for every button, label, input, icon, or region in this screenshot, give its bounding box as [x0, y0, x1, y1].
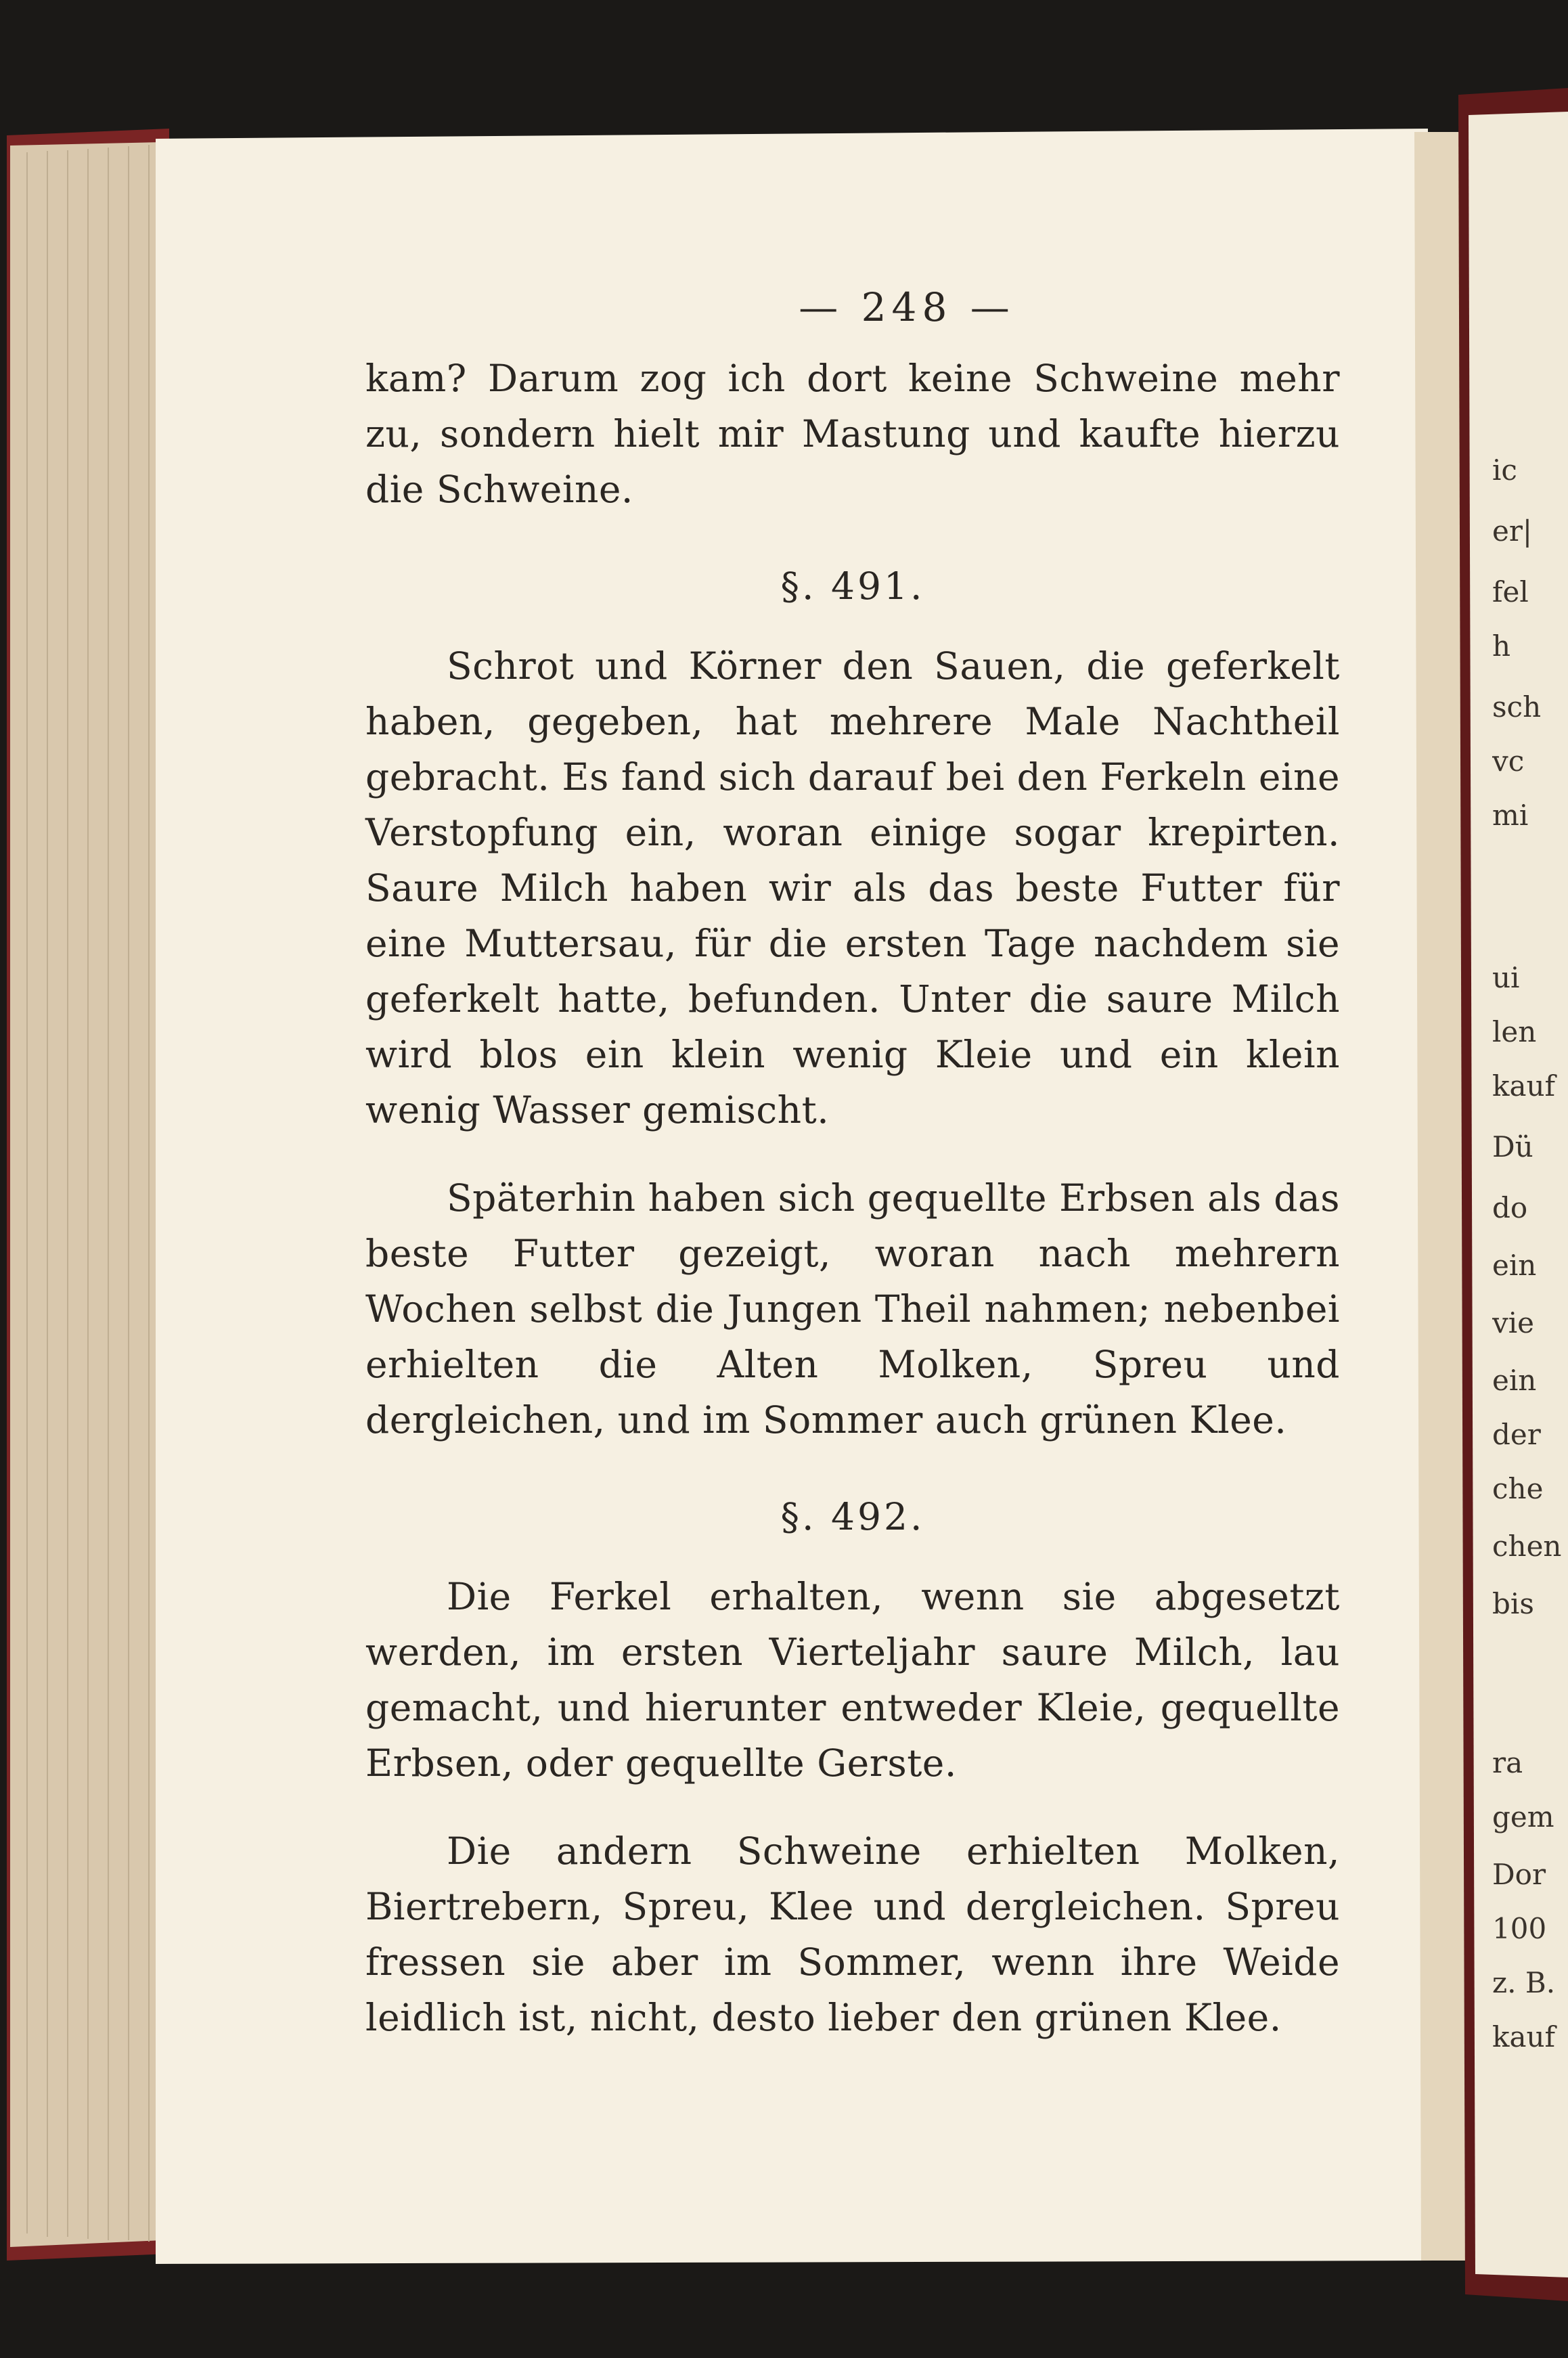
paragraph-492-1: Die Ferkel erhalten, wenn sie abgesetzt werden, im ersten Vierteljahr saure Milch, lau gemacht, und hierunter entweder Kleie, gequellte Erbsen, oder gequellte Gerste.: [365, 1575, 1340, 1785]
margin-fragment: Dü: [1492, 1130, 1533, 1163]
paragraph-491-1: Schrot und Körner den Sauen, die geferkelt haben, gegeben, hat mehrere Male Nachtheil gebracht. Es fand sich darauf bei den Ferkeln eine Verstopfung ein, woran einige sogar krepirten. Saure Milch haben wir als das beste Futter für eine Muttersau, für die ersten Tage nachdem sie geferkelt hatte, befunden. Unter die saure Milch wird blos ein klein wenig Kleie und ein klein wenig Wasser gemischt.: [365, 644, 1340, 1132]
margin-fragment: ein: [1492, 1249, 1537, 1282]
paragraph-491-2: Späterhin haben sich gequellte Erbsen als das beste Futter gezeigt, woran nach mehrern Wochen selbst die Jungen Theil nahmen; nebenbei erhielten die Alten Molken, Spreu und dergleichen, und im Sommer auch grünen Klee.: [365, 1176, 1340, 1442]
page-text-block: [365, 284, 1340, 2045]
margin-fragment: kauf: [1492, 2020, 1556, 2053]
section-heading-491: §. 491.: [780, 564, 925, 608]
margin-fragment: Dor: [1492, 1858, 1546, 1891]
margin-fragment: gem: [1492, 1800, 1554, 1833]
margin-fragment: bis: [1492, 1587, 1534, 1620]
margin-fragment: ra: [1492, 1746, 1523, 1779]
margin-fragment: vie: [1492, 1306, 1535, 1339]
margin-fragment: ic: [1492, 453, 1517, 487]
margin-fragment: sch: [1492, 690, 1542, 724]
left-page-stack: [10, 142, 162, 2247]
margin-fragment: len: [1492, 1015, 1537, 1048]
margin-fragment: mi: [1492, 799, 1529, 832]
margin-fragment: do: [1492, 1191, 1528, 1224]
section-heading-492: §. 492.: [780, 1495, 925, 1538]
margin-fragment: 100: [1492, 1912, 1547, 1945]
margin-fragment: h: [1492, 629, 1511, 663]
margin-fragment: chen: [1492, 1530, 1562, 1563]
margin-fragment: er|: [1492, 514, 1533, 548]
margin-fragment: ui: [1492, 961, 1520, 994]
margin-fragment: che: [1492, 1472, 1544, 1505]
margin-fragment: vc: [1492, 744, 1525, 778]
margin-fragment: ein: [1492, 1364, 1537, 1397]
margin-fragment: der: [1492, 1418, 1541, 1451]
margin-fragment: fel: [1492, 575, 1529, 608]
paragraph-492-2: Die andern Schweine erhielten Molken, Biertrebern, Spreu, Klee und dergleichen. Spreu fressen sie aber im Sommer, wenn ihre Weide leidlich ist, nicht, desto lieber den grünen Klee.: [365, 1829, 1340, 2039]
page-header: — 248 —: [799, 284, 1015, 330]
margin-fragment: kauf: [1492, 1069, 1556, 1103]
paragraph-continued: kam? Darum zog ich dort keine Schweine mehr zu, sondern hielt mir Mastung und kaufte hierzu die Schweine.: [365, 357, 1340, 511]
margin-fragment: z. B.: [1492, 1966, 1556, 1999]
